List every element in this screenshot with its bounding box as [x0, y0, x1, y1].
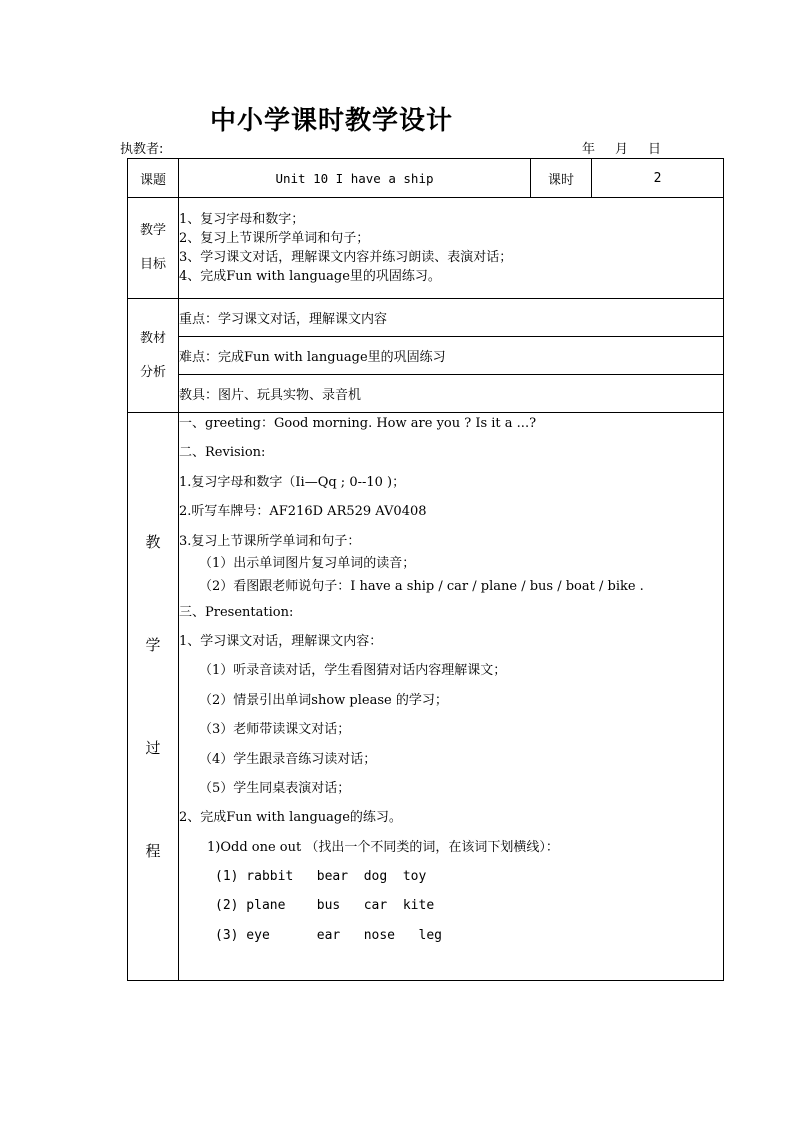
analysis-row-key: [128, 299, 724, 337]
process-line: （1）听录音读对话，学生看图猜对话内容理解课文；: [199, 663, 507, 679]
process-line: （4）学生跟录音练习读对话；: [199, 751, 377, 767]
process-line: 1、学习课文对话，理解课文内容：: [179, 633, 383, 649]
date-month: 月: [615, 142, 629, 157]
process-line: （1）出示单词图片复习单词的读音；: [199, 555, 416, 571]
analysis-row-materials: [128, 375, 724, 413]
process-label-char: 学: [145, 635, 161, 654]
process-line: （5）学生同桌表演对话；: [199, 780, 351, 796]
goal-item: 2、复习上节课所学单词和句子；: [179, 231, 370, 246]
topic-row: [128, 159, 724, 198]
period-value: 2: [592, 159, 724, 198]
process-row: [128, 413, 724, 981]
analysis-label-line-1: 教材: [139, 330, 166, 346]
process-line: (2) plane bus car kite: [215, 898, 435, 914]
analysis-label-line-2: 分析: [139, 364, 166, 380]
materials: 教具：图片、玩具实物、录音机: [179, 375, 724, 413]
process-line: 三、Presentation:: [179, 604, 294, 620]
process-content: [179, 413, 724, 981]
date-line: [582, 138, 661, 157]
topic-value: Unit 10 I have a ship: [179, 159, 531, 198]
goals-label-line-2: 目标: [139, 257, 166, 272]
process-label: [128, 413, 179, 981]
process-line: (3) eye ear nose leg: [215, 927, 442, 943]
lesson-plan-table: [127, 158, 724, 981]
process-line: (1) rabbit bear dog toy: [215, 869, 427, 885]
analysis-row-difficulty: [128, 337, 724, 375]
process-label-char: 教: [145, 532, 161, 551]
process-line: 一、greeting：Good morning. How are you ? Is it a ...?: [179, 416, 537, 431]
process-line: 2、完成Fun with language的练习。: [179, 810, 402, 826]
topic-label: 课题: [128, 159, 179, 198]
goal-item: 1、复习字母和数字；: [179, 212, 305, 227]
period-label: 课时: [531, 159, 592, 198]
process-line: （2）看图跟老师说句子：I have a ship / car / plane / bus / boat / bike .: [199, 578, 644, 594]
teacher-label: 执教者:: [120, 142, 164, 157]
goals-list: [179, 198, 724, 299]
process-label-char: 过: [145, 738, 161, 757]
date-day: 日: [648, 142, 662, 157]
process-label-char: 程: [145, 841, 161, 860]
process-line: 2.听写车牌号：AF216D AR529 AV0408: [179, 504, 427, 520]
process-line: 1)Odd one out （找出一个不同类的词，在该词下划横线）：: [207, 839, 559, 855]
analysis-label: [128, 299, 179, 413]
process-line: （3）老师带读课文对话；: [199, 722, 351, 738]
goals-label-line-1: 教学: [139, 223, 166, 238]
goal-item: 3、学习课文对话，理解课文内容并练习朗读、表演对话；: [179, 250, 513, 265]
difficulty: 难点：完成Fun with language里的巩固练习: [179, 337, 724, 375]
process-line: （2）情景引出单词show please 的学习；: [199, 692, 448, 708]
page-title: 中小学课时教学设计: [210, 106, 454, 136]
goal-item: 4、完成Fun with language里的巩固练习。: [179, 269, 441, 284]
process-line: 1.复习字母和数字（Ii—Qq ; 0--10 )；: [179, 474, 406, 490]
process-line: 3.复习上节课所学单词和句子：: [179, 533, 361, 549]
process-line: 二、Revision:: [179, 445, 266, 461]
goals-label: [128, 198, 179, 299]
key-point: 重点：学习课文对话，理解课文内容: [179, 299, 724, 337]
goals-row: [128, 198, 724, 299]
date-year: 年: [582, 142, 596, 157]
